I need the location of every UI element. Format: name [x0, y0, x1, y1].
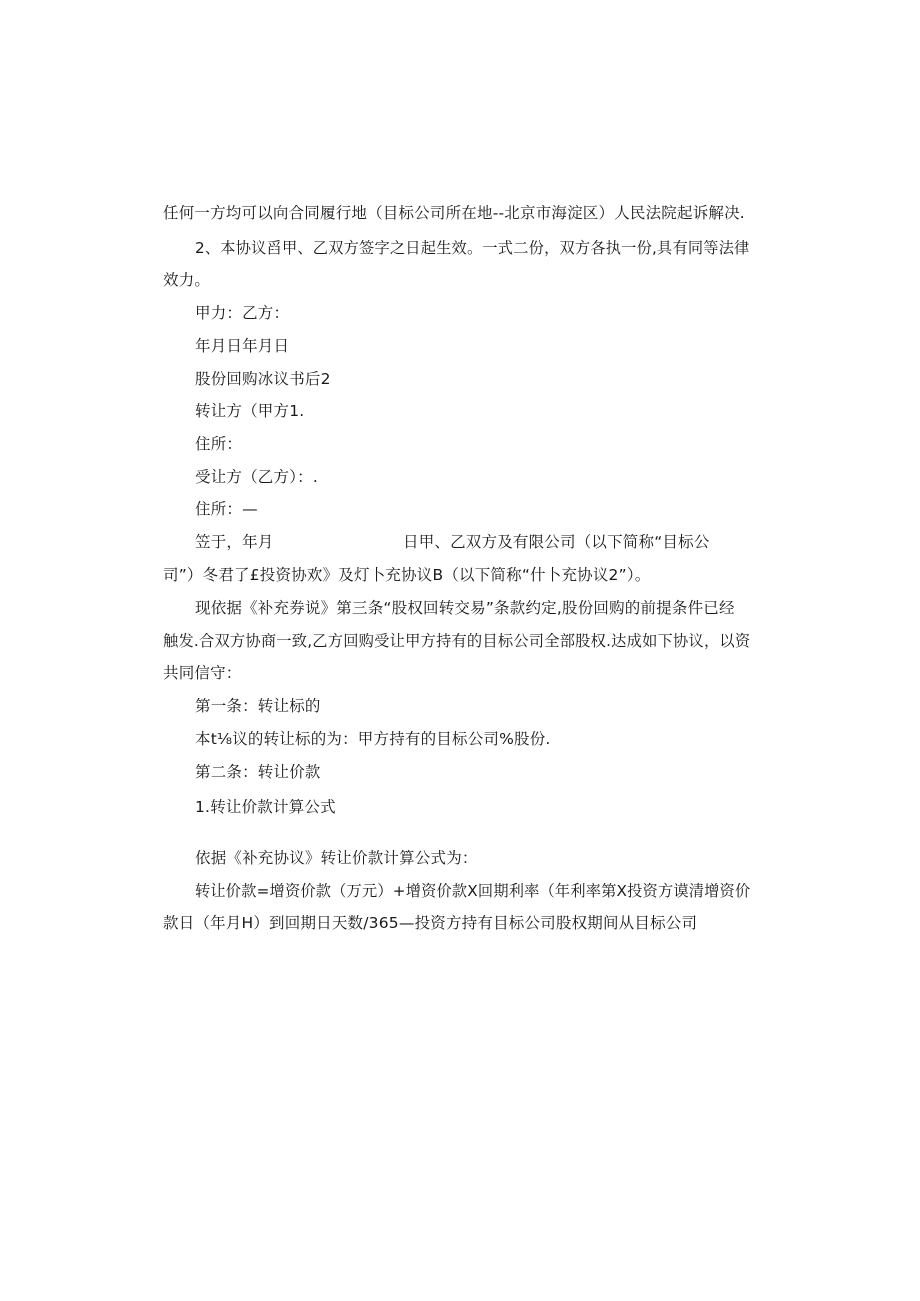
formula-text: 转让价款=增资价款（万元）+增资价款X回期利率（年利率第X投资方谟清增资价: [195, 882, 751, 900]
recital-start: 笠于，年月: [195, 533, 274, 551]
transferee-address: 住所：—: [195, 500, 258, 518]
clause-2-text: 2、本协议舀甲、乙双方签字之日起生效。一式二份，双方各执一份,具有同等法律: [195, 239, 750, 257]
signature-parties: 甲力：乙方：: [195, 304, 290, 322]
transferor-address: 住所：: [195, 435, 243, 453]
price-formula-heading: 1.转让价款计算公式: [195, 798, 336, 816]
article-2-heading: 第二条：转让价款: [195, 763, 321, 781]
article-1-heading: 第一条：转让标的: [195, 697, 321, 715]
clause-2-continued: 效力。: [163, 271, 211, 289]
formula-text-continued: 款日（年月H）到回期日天数/365—投资方持有目标公司股权期间从目标公司: [163, 914, 698, 932]
article-1-text: 本t⅛议的转让标的为：甲方持有的目标公司%股份.: [195, 730, 551, 748]
transferor-label: 转让方（甲方1.: [195, 402, 305, 420]
clause-dispute-text: 任何一方均可以向合同履行地（目标公司所在地--北京市海淀区）人民法院起诉解决.: [163, 204, 745, 222]
agreement-title: 股份回购冰议书后2: [195, 370, 331, 388]
transferee-label: 受让方（乙方）：.: [195, 468, 318, 486]
basis-paragraph-2: 触发.合双方协商一致,乙方回购受让甲方持有的目标公司全部股权.达成如下协议，以资: [163, 632, 751, 650]
recital-continued: 司”）冬君了£投资协欢》及灯卜充协议B（以下简称“什卜充协议2”）。: [163, 566, 651, 584]
recital-middle: 日甲、乙双方及有限公司（以下简称“目标公: [403, 533, 710, 551]
basis-paragraph: 现依据《补充券说》第三条“股权回转交易”条款约定,股份回购的前提条件已经: [195, 599, 735, 617]
signature-dates: 年月日年月日: [195, 337, 290, 355]
formula-intro: 依据《补充协议》转让价款计算公式为：: [195, 849, 478, 867]
basis-paragraph-3: 共同信守：: [163, 664, 242, 682]
